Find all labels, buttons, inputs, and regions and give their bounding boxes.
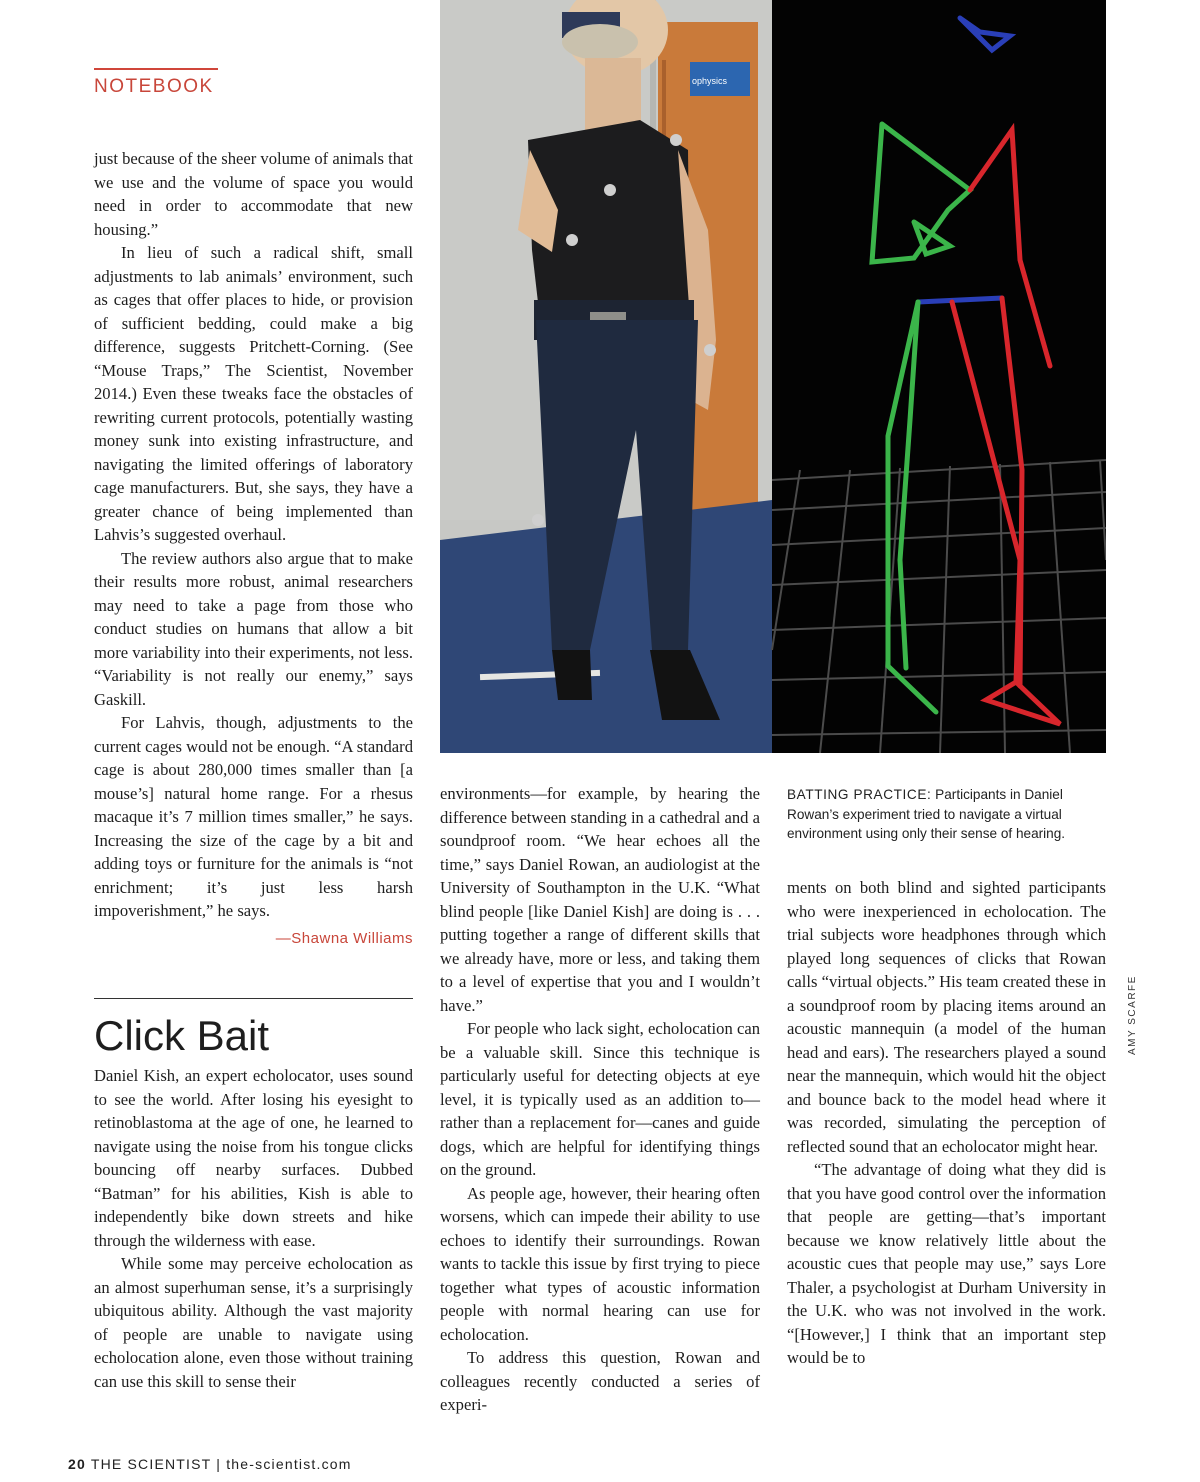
article2-paragraph: Daniel Kish, an expert echolocator, uses sound to see the world. After losing his eyesight to retinoblastoma at the age of one, he learned to navigate using the noise from his tongue clicks bouncing off nearby surfaces. Dubbed “Batman” for his abilities, Kish is able to independently bike down streets and hike through the wilderness with ease. xyxy=(94,1066,413,1250)
article2-paragraph: While some may perceive echolocation as an almost superhuman sense, it’s a surprisingly ubiquitous ability. Although the vast majority of people are unable to navigate using echolocation alone, even those without training can use this skill to sense their xyxy=(94,1254,413,1391)
caption-text: Participants in Daniel Rowan’s experiment tried to navigate a virtual environment using only their sense of hearing. xyxy=(787,787,1066,841)
photo-left-panel xyxy=(440,0,772,753)
magazine-url: the-scientist.com xyxy=(226,1456,352,1472)
section-label: NOTEBOOK xyxy=(94,76,214,97)
photo-credit: AMY SCARFE xyxy=(1127,975,1138,1055)
article1-column xyxy=(94,147,413,950)
article-divider xyxy=(94,998,413,999)
photo-caption xyxy=(787,785,1107,844)
article1-paragraph: In lieu of such a radical shift, small adjustments to lab animals’ environment, such as cages that offer places to hide, or provision of sufficient bedding, could make a big difference, suggests Pritchett-Corning. (See “Mouse Traps,” The Scientist, November 2014.) Even these tweaks face the obstacles of rewriting current protocols, potentially wasting money sunk into existing infrastructure, and navigating the limited offerings of laboratory cage manufacturers. But, she says, they have a greater chance of being implemented than Lahvis’s suggested overhaul. xyxy=(94,243,413,544)
blindfold xyxy=(562,24,638,60)
article2-paragraph: “The advantage of doing what they did is that you have good control over the information that people are getting—that’s important because we know relatively little about the acoustic cues that people may use,” says Lore Thaler, a psychologist at Durham University in the U.K. who was not involved in the work. “[However,] I think that an important step would be to xyxy=(787,1160,1106,1367)
article-photo xyxy=(440,0,1106,753)
article1-paragraph: just because of the sheer volume of animals that we use and the volume of space you would need in order to accommodate that new housing.” xyxy=(94,149,413,239)
article2-paragraph: ments on both blind and sighted participants who were inexperienced in echolocation. The trial subjects wore headphones through which played long sequences of clicks that Rowan calls “virtual objects.” His team created these in a soundproof room by placing items around an acoustic mannequin (a model of the human head and ears). The researchers played a sound near the mannequin, which would hit the object and bounce back to the model head where it was recorded, simulating the perception of reflected sound that an echolocator might hear. xyxy=(787,878,1106,1156)
article2-headline: Click Bait xyxy=(94,1012,270,1059)
article2-paragraph: To address this question, Rowan and colleagues recently conducted a series of experi- xyxy=(440,1348,760,1414)
article2-column-3 xyxy=(787,876,1106,1370)
footer-separator: | xyxy=(216,1456,222,1472)
page-footer xyxy=(68,1456,352,1472)
article2-paragraph: environments—for example, by hearing the difference between standing in a cathedral and a soundproof room. “We hear echoes all the time,” says Daniel Rowan, an audiologist at the University of Southampton in the U.K. “What blind people [like Daniel Kish] are doing is . . . putting together a range of different skills that we already have, more or less, and taking them to a level of expertise that you and I wouldn’t have.” xyxy=(440,784,760,1015)
door-sign-text: ophysics xyxy=(692,76,728,86)
section-rule xyxy=(94,68,218,70)
article2-column-2 xyxy=(440,782,760,1417)
article2-paragraph: For people who lack sight, echolocation can be a valuable skill. Since this technique is particularly useful for detecting objects at eye level, it is typically used as an addition to—rather than a replacement for—canes and guide dogs, which are helpful for identifying things on the ground. xyxy=(440,1019,760,1179)
photo-right-panel xyxy=(772,0,1106,753)
caption-lead: BATTING PRACTICE: xyxy=(787,787,932,802)
magazine-name: THE SCIENTIST xyxy=(90,1456,212,1472)
article1-byline: —Shawna Williams xyxy=(275,929,413,947)
article2-column-1 xyxy=(94,1064,413,1393)
article2-paragraph: As people age, however, their hearing often worsens, which can impede their ability to use echoes to identify their surroundings. Rowan wants to tackle this issue by first trying to piece together what types of acoustic information people with normal hearing can use for echolocation. xyxy=(440,1183,760,1344)
article1-paragraph: The review authors also argue that to make their results more robust, animal researchers may need to take a page from those who conduct studies on humans that allow a bit more variability into their experiments, not less. “Variability is not really our enemy,” says Gaskill. xyxy=(94,548,413,709)
shoe-left xyxy=(552,650,592,700)
page-number: 20 xyxy=(68,1456,86,1472)
article1-paragraph: For Lahvis, though, adjustments to the current cages would not be enough. “A standard cage is about 280,000 times smaller than [a mouse’s] natural home range. For a rhesus macaque it’s 7 million times smaller,” he says. Increasing the size of the cage by a bit and adding toys or furniture for the animals is “not enrichment; it’s just less harsh impoverishment,” he says. xyxy=(94,713,413,920)
